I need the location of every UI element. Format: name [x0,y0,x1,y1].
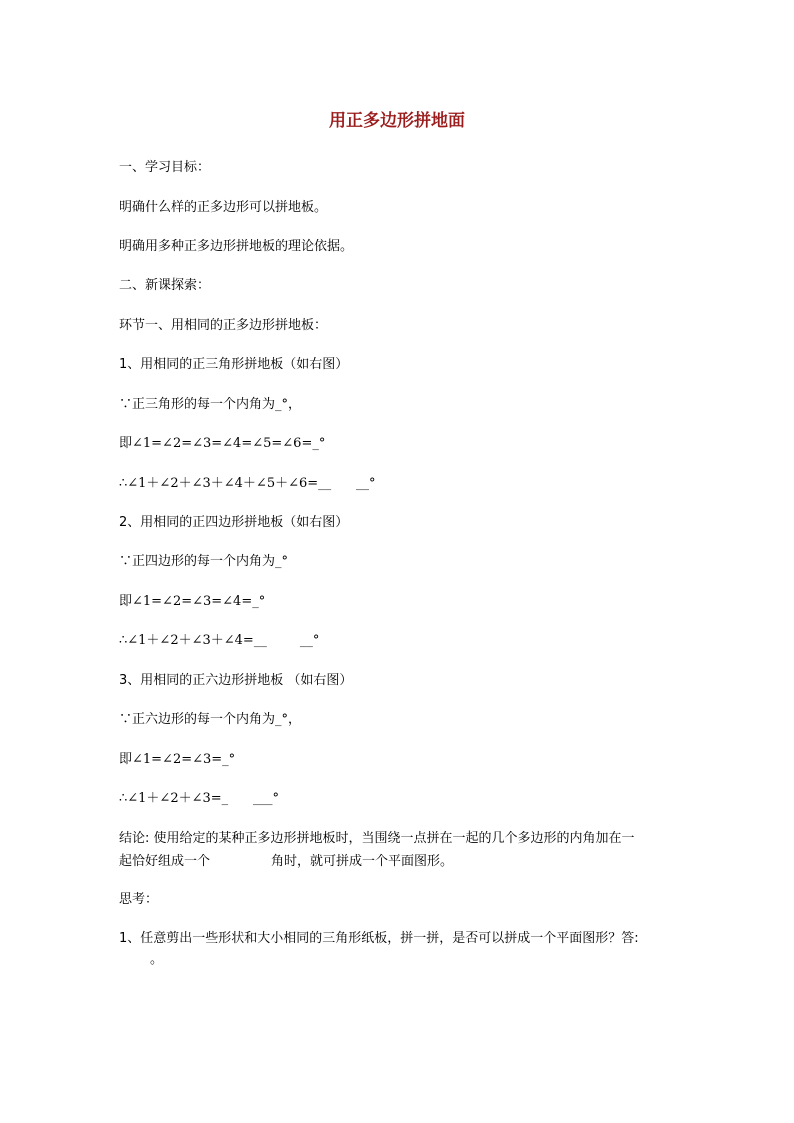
page-title: 用正多边形拼地面 [329,111,465,131]
square-angles-equal: 即∠1=∠2=∠3=∠4=_° [119,594,266,609]
think-heading: 思考： [119,892,159,907]
objective-1: 明确什么样的正多边形可以拼地板。 [119,200,328,215]
section-heading-explore: 二、新课探索： [119,278,211,293]
objective-2: 明确用多种正多边形拼地板的理论依据。 [119,239,354,254]
hexagon-because: ∵正六边形的每一个内角为_°， [119,712,302,727]
conclusion-line-2-start: 起恰好组成一个 [119,854,211,869]
triangle-angles-sum: ∴∠1＋∠2＋∠3＋∠4＋∠5＋∠6=__ __° [119,476,376,491]
question-1-line-1: 1、任意剪出一些形状和大小相同的三角形纸板，拼一拼，是否可以拼成一个平面图形？答: [119,931,639,946]
conclusion-line-2-end: 角时，就可拼成一个平面图形。 [271,854,454,869]
square-heading: 2、用相同的正四边形拼地板（如右图） [119,515,349,530]
triangle-because: ∵正三角形的每一个内角为_°， [119,397,302,412]
triangle-angles-equal: 即∠1=∠2=∠3=∠4=∠5=∠6=_° [119,436,326,451]
triangle-heading: 1、用相同的正三角形拼地板（如右图） [119,357,349,372]
section-heading-objectives: 一、学习目标： [119,160,211,175]
conclusion-line-1: 结论: 使用给定的某种正多边形拼地板时，当围绕一点拼在一起的几个多边形的内角加在一 [119,831,635,846]
square-angles-sum: ∴∠1＋∠2＋∠3＋∠4=__ __° [119,633,320,648]
stage-one-heading: 环节一、用相同的正多边形拼地板： [119,318,328,333]
question-1-line-2: 。 [150,952,164,967]
hexagon-angles-sum: ∴∠1＋∠2＋∠3=_ ___° [119,791,279,806]
conclusion-line-2 [119,852,453,872]
hexagon-angles-equal: 即∠1=∠2=∠3=_° [119,752,236,767]
hexagon-heading: 3、用相同的正六边形拼地板 （如右图） [119,673,353,688]
square-because: ∵正四边形的每一个内角为_° [119,554,289,569]
